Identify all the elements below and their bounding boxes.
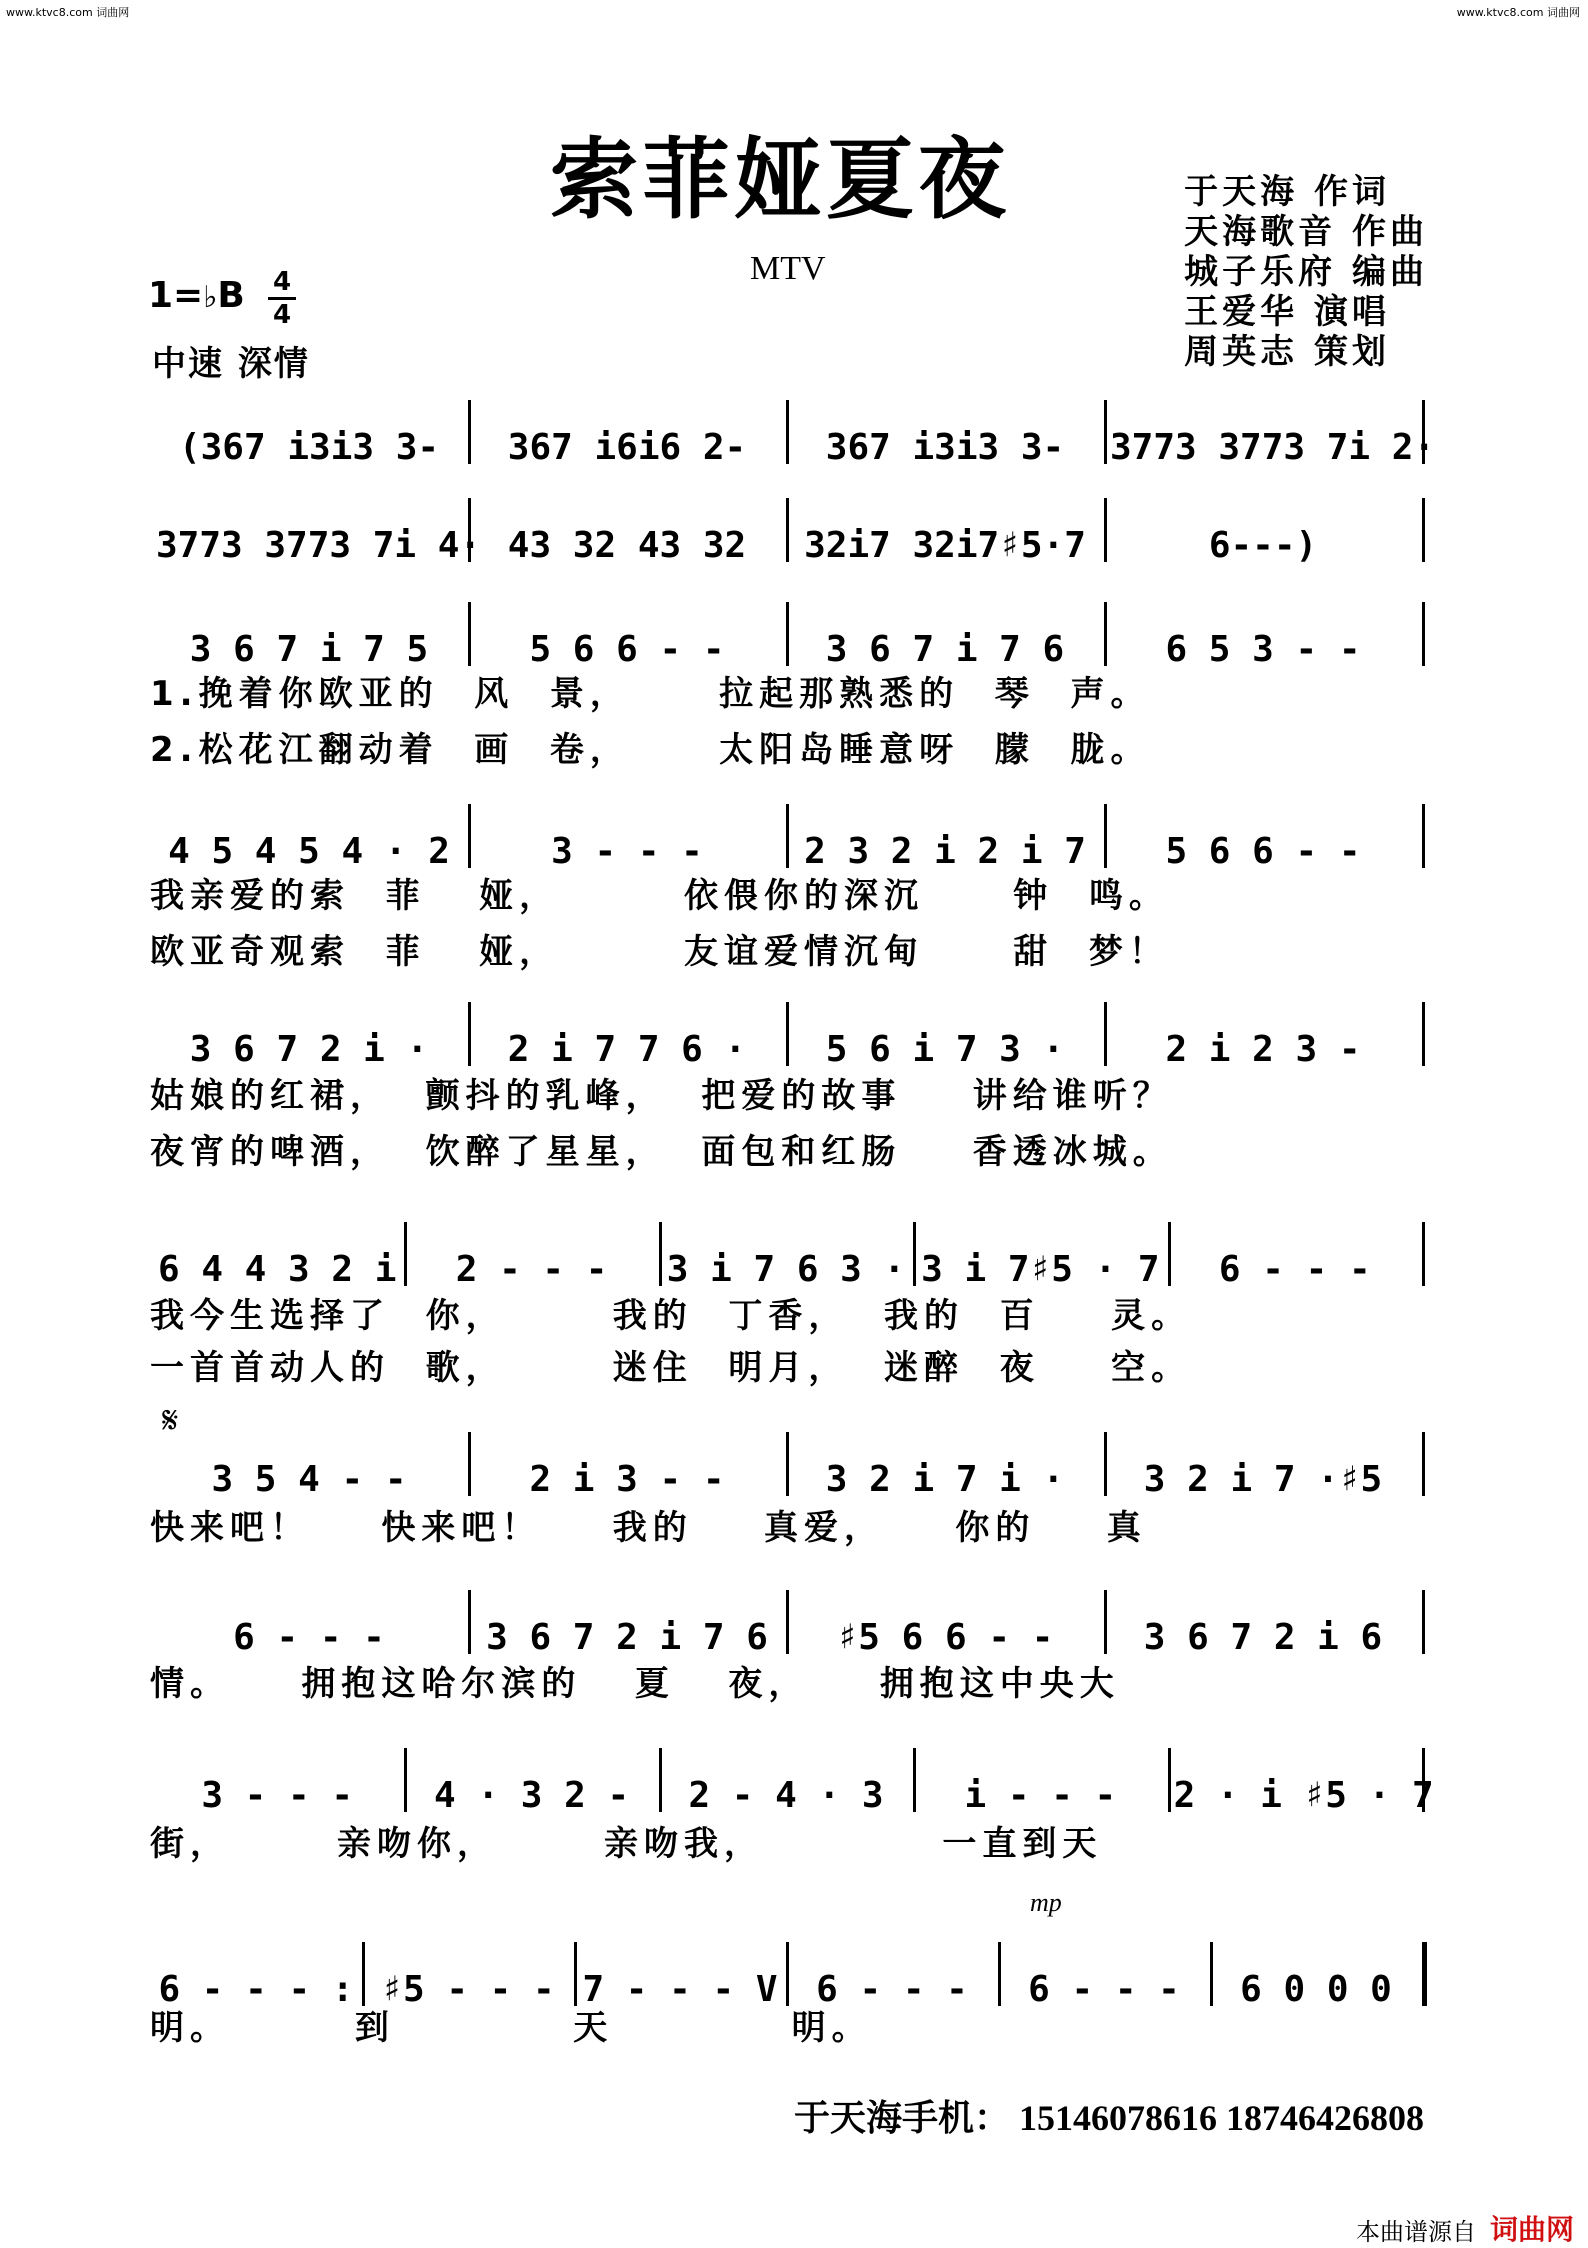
bar-line	[786, 1590, 789, 1654]
measure-notes: 6 - - - :	[158, 1969, 354, 2010]
measure	[474, 408, 780, 468]
bar-line	[574, 1942, 577, 2006]
measure	[156, 1440, 462, 1500]
bar-line	[786, 1432, 789, 1496]
measure	[792, 1440, 1098, 1500]
bar-line	[786, 498, 789, 562]
measure	[156, 610, 462, 670]
measure	[1110, 812, 1416, 872]
measure	[1174, 1230, 1416, 1290]
bar-line	[468, 1002, 471, 1066]
credit-producer: 周英志 策划	[1184, 332, 1390, 372]
bar-line	[468, 498, 471, 562]
measure-notes: 3 6 7 i 7 6	[825, 629, 1065, 670]
measure-notes: 2 i 3 - -	[529, 1459, 725, 1500]
measure-notes: 3 2 i 7 i ·	[825, 1459, 1065, 1500]
bar-line	[1422, 1222, 1425, 1286]
measure-notes: 3 - - -	[551, 831, 703, 872]
measure-notes: ♯5 6 6 - -	[836, 1617, 1054, 1658]
measure-notes: 2 3 2 i 2 i 7	[804, 831, 1086, 872]
measure-notes: 6 4 4 3 2 i	[157, 1249, 397, 1290]
measure	[1110, 1598, 1416, 1658]
measure-notes: 7 - - - V	[582, 1969, 778, 2010]
measure-notes: 3773 3773 7i 4·	[156, 525, 482, 566]
bar-line	[786, 602, 789, 666]
bar-line	[1104, 498, 1107, 562]
score-row	[150, 506, 1422, 586]
measure-notes: 6 - - -	[816, 1969, 968, 2010]
measure-notes: 5 6 6 - -	[1165, 831, 1361, 872]
lyric-chorus-line4: 明。 到 天 明。	[150, 2008, 872, 2048]
bar-line	[1104, 1432, 1107, 1496]
measure	[156, 812, 462, 872]
source-label: 本曲谱源自	[1356, 2218, 1476, 2246]
source-brand: 词曲网	[1489, 2213, 1574, 2246]
song-title: 索菲娅夏夜	[550, 127, 1011, 231]
measure-notes: 6---)	[1208, 525, 1318, 566]
bar-line	[468, 400, 471, 464]
credits	[1184, 172, 1428, 372]
measure	[474, 610, 780, 670]
bar-line	[1422, 498, 1425, 562]
measure-notes: 3 i 7 6 3 ·	[666, 1249, 906, 1290]
measure	[156, 1230, 398, 1290]
bar-line	[1104, 1590, 1107, 1654]
bar-line	[659, 1222, 662, 1286]
measure	[792, 610, 1098, 670]
measure-notes: 3 6 7 i 7 5	[189, 629, 429, 670]
flat-sign: ♭	[203, 280, 218, 315]
bar-line	[1422, 1432, 1425, 1496]
bar-line	[362, 1942, 365, 2006]
bar-line	[1168, 1222, 1171, 1286]
bar-line	[1168, 1748, 1171, 1812]
measure-notes: 2 · i ♯5 · 7	[1173, 1775, 1434, 1816]
measure	[792, 812, 1098, 872]
lyric-v2-line2: 欧亚奇观索 菲 娅， 友谊爱情沉甸 甜 梦！	[150, 932, 1169, 972]
bar-line	[786, 804, 789, 868]
measure-notes: 4 · 3 2 -	[434, 1775, 630, 1816]
measure-notes: 4 5 4 5 4 · 2	[168, 831, 450, 872]
measure	[1110, 610, 1416, 670]
measure	[665, 1230, 907, 1290]
measure	[156, 506, 482, 566]
measure-notes: 32i7 32i7♯5·7	[804, 525, 1086, 566]
measure-notes: 2 i 2 3 -	[1165, 1029, 1361, 1070]
credit-composer: 天海歌音 作曲	[1184, 212, 1428, 252]
measure	[1110, 1010, 1416, 1070]
bar-line	[468, 1432, 471, 1496]
bar-line	[786, 1002, 789, 1066]
measure	[410, 1756, 652, 1816]
lyric-v2-line4: 一首首动人的 歌， 迷住 明月， 迷醉 夜 空。	[150, 1348, 1192, 1388]
measure-notes: (367 i3i3 3-	[178, 427, 440, 468]
bar-line	[786, 400, 789, 464]
measure-notes: i - - -	[964, 1775, 1117, 1816]
bar-line	[1104, 400, 1107, 464]
measure-notes: 3773 3773 7i 2·	[1110, 427, 1436, 468]
bar-line	[1422, 602, 1425, 666]
lyric-v1-line3: 姑娘的红裙， 颤抖的乳峰， 把爱的故事 讲给谁听？	[150, 1076, 1173, 1116]
lyric-chorus-line2: 情。 拥抱这哈尔滨的 夏 夜， 拥抱这中央大	[150, 1664, 1120, 1704]
bar-line	[1210, 1942, 1213, 2006]
measure	[665, 1756, 907, 1816]
lyric-v1-line4: 我今生选择了 你， 我的 丁香， 我的 百 灵。	[150, 1296, 1192, 1336]
lyric-chorus-line3: 街， 亲吻你， 亲吻我， 一直到天	[150, 1824, 1103, 1864]
bar-line	[1422, 1590, 1425, 1654]
measure-notes: 367 i6i6 2-	[507, 427, 747, 468]
measure	[792, 506, 1098, 566]
bar-line	[998, 1942, 1001, 2006]
measure-notes: 367 i3i3 3-	[825, 427, 1065, 468]
bar-line	[404, 1222, 407, 1286]
measure-notes: 6 - - -	[233, 1617, 385, 1658]
measure	[792, 408, 1098, 468]
measure	[474, 812, 780, 872]
measure	[156, 408, 462, 468]
measure	[1173, 1756, 1434, 1816]
site-watermark-right: www.ktvc8.com 词曲网	[1456, 6, 1580, 19]
measure-notes: 6 - - -	[1218, 1249, 1371, 1290]
bar-line	[1422, 1942, 1427, 2006]
time-top: 4	[272, 267, 292, 297]
time-bottom: 4	[272, 300, 292, 330]
credit-lyricist: 于天海 作词	[1184, 172, 1390, 212]
measure-notes: 5 6 6 - -	[529, 629, 725, 670]
measure	[474, 1010, 780, 1070]
score-row	[150, 408, 1436, 488]
lyric-v1-line2: 我亲爱的索 菲 娅， 依偎你的深沉 钟 鸣。	[150, 876, 1169, 916]
bar-line	[1422, 1002, 1425, 1066]
credit-singer: 王爱华 演唱	[1184, 292, 1390, 332]
dynamic-marking: mp	[1030, 1888, 1062, 1917]
contact-phone: 于天海手机： 15146078616 18746426808	[794, 2098, 1425, 2138]
measure	[792, 1010, 1098, 1070]
measure	[156, 1756, 398, 1816]
bar-line	[1422, 400, 1425, 464]
measure-notes: 43 32 43 32	[507, 525, 747, 566]
measure-notes: 2 - 4 · 3	[688, 1775, 884, 1816]
measure-notes: 2 i 7 7 6 ·	[507, 1029, 747, 1070]
bar-line	[1104, 602, 1107, 666]
measure-notes: 3 5 4 - -	[211, 1459, 407, 1500]
measure-notes: 5 6 i 7 3 ·	[825, 1029, 1065, 1070]
bar-line	[1422, 1748, 1425, 1812]
site-watermark-left: www.ktvc8.com 词曲网	[6, 6, 130, 19]
key-prefix: 1=	[148, 275, 204, 316]
bar-line	[1422, 804, 1425, 868]
measure-notes: 3 i 7♯5 · 7	[921, 1249, 1160, 1290]
measure	[919, 1230, 1161, 1290]
measure	[156, 1010, 462, 1070]
lyric-chorus-line1: 快来吧！ 快来吧！ 我的 真爱， 你的 真	[150, 1508, 1147, 1548]
bar-line	[1104, 1002, 1107, 1066]
measure	[792, 1598, 1098, 1658]
measure-notes: 3 6 7 2 i 6	[1143, 1617, 1383, 1658]
time-signature	[268, 268, 296, 329]
lyric-v2-line1: 2.松花江翻动着 画 卷， 太阳岛睡意呀 朦 胧。	[150, 730, 1151, 770]
measure-notes: 3 2 i 7 ·♯5	[1143, 1459, 1383, 1500]
bar-line	[468, 1590, 471, 1654]
measure-notes: 6 0 0 0	[1240, 1969, 1392, 2010]
measure-notes: 3 - - -	[201, 1775, 354, 1816]
measure-notes: 6 5 3 - -	[1165, 629, 1361, 670]
credit-arranger: 城子乐府 编曲	[1184, 252, 1428, 292]
tempo-marking: 中速 深情	[152, 344, 310, 384]
song-subtitle: MTV	[750, 250, 826, 287]
segno-sign: 𝄋	[162, 1398, 179, 1442]
bar-line	[786, 1942, 789, 2006]
bar-line	[1104, 804, 1107, 868]
bar-line	[468, 602, 471, 666]
bar-line	[468, 804, 471, 868]
bar-line	[913, 1222, 916, 1286]
measure	[1110, 1440, 1416, 1500]
measure-notes: 3 6 7 2 i 7 6	[486, 1617, 768, 1658]
measure	[1110, 408, 1436, 468]
bar-line	[659, 1748, 662, 1812]
key-note: B	[217, 275, 245, 316]
measure-notes: ♯5 - - -	[381, 1969, 555, 2010]
measure-notes: 2 - - -	[455, 1249, 608, 1290]
measure	[474, 1598, 780, 1658]
bar-line	[913, 1748, 916, 1812]
measure	[1110, 506, 1416, 566]
measure	[410, 1230, 652, 1290]
measure	[919, 1756, 1161, 1816]
measure	[474, 506, 780, 566]
lyric-v2-line3: 夜宵的啤酒， 饮醉了星星， 面包和红肠 香透冰城。	[150, 1132, 1173, 1172]
lyric-v1-line1: 1.挽着你欧亚的 风 景， 拉起那熟悉的 琴 声。	[150, 674, 1151, 714]
measure	[156, 1598, 462, 1658]
key-signature	[148, 275, 245, 316]
measure-notes: 6 - - -	[1028, 1969, 1180, 2010]
bar-line	[404, 1748, 407, 1812]
measure-notes: 3 6 7 2 i ·	[189, 1029, 429, 1070]
measure	[474, 1440, 780, 1500]
